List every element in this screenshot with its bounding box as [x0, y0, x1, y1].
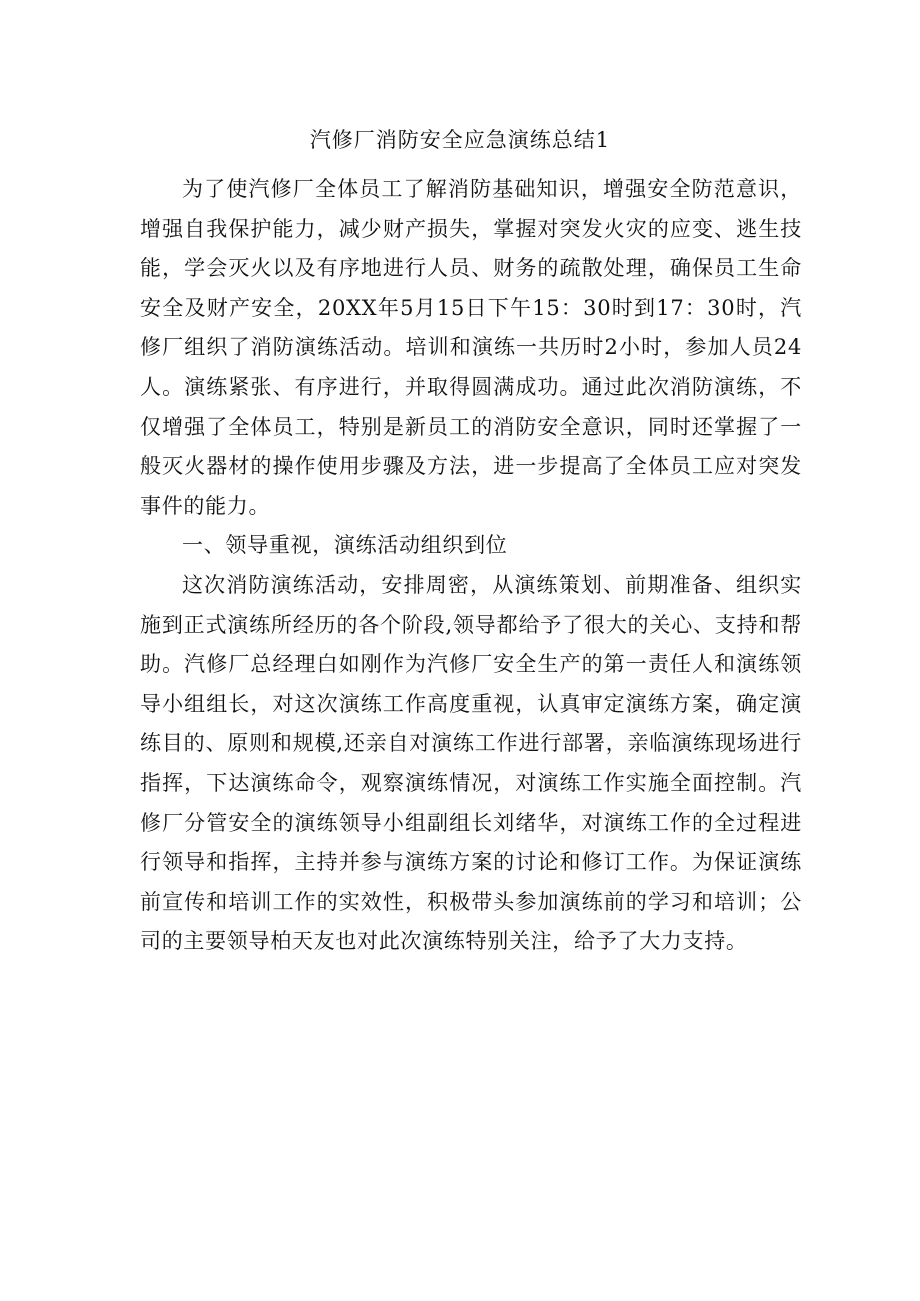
intro-paragraph: 为了使汽修厂全体员工了解消防基础知识，增强安全防范意识，增强自我保护能力，减少财产损失，掌握对突发火灾的应变、逃生技能，学会灭火以及有序地进行人员、财务的疏散处理，确保员工生命安全及财产安全，20XX年5月15日下午15：30时到17：30时，汽修厂组织了消防演练活动。培训和演练一共历时2小时，参加人员24人。演练紧张、有序进行，并取得圆满成功。通过此次消防演练，不仅增强了全体员工，特别是新员工的消防安全意识，同时还掌握了一般灭火器材的操作使用步骤及方法，进一步提高了全体员工应对突发事件的能力。: [140, 177, 802, 518]
document-body: [140, 170, 802, 962]
document-title: 汽修厂消防安全应急演练总结1: [309, 128, 611, 152]
section-heading: 一、领导重视，演练活动组织到位: [182, 533, 508, 558]
section-paragraph: 这次消防演练活动，安排周密，从演练策划、前期准备、组织实施到正式演练所经历的各个阶段,领导都给予了很大的关心、支持和帮助。汽修厂总经理白如刚作为汽修厂安全生产的第一责任人和演练领导小组组长，对这次演练工作高度重视，认真审定演练方案，确定演练目的、原则和规模,还亲自对演练工作进行部署，亲临演练现场进行指挥，下达演练命令，观察演练情况，对演练工作实施全面控制。汽修厂分管安全的演练领导小组副组长刘绪华，对演练工作的全过程进行领导和指挥，主持并参与演练方案的讨论和修订工作。为保证演练前宣传和培训工作的实效性，积极带头参加演练前的学习和培训；公司的主要领导柏天友也对此次演练特别关注，给予了大力支持。: [140, 572, 802, 954]
